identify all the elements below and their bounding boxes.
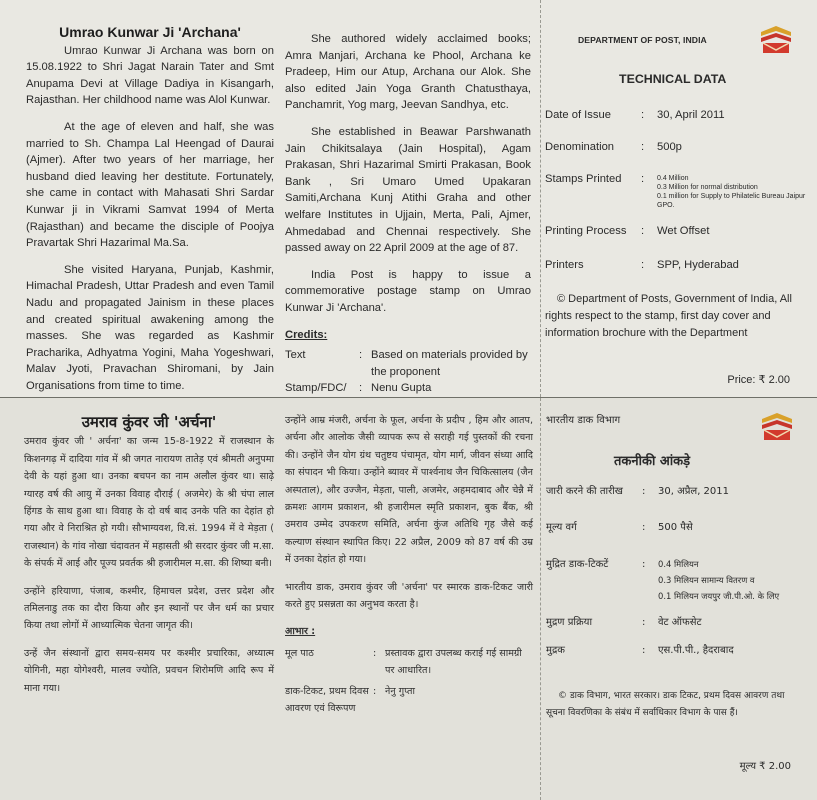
hindi-col2-paragraph: उन्होंने आम्र मंजरी, अर्चना के फूल, अर्चना के प्रदीप , हिम और आतप, अर्चना और आलोक जैसी व्यापक रूप से सराही गई पुस्तकों की रचना की। उन्होंने जैन योग ग्रंथ चतुष्टय पंचामृत, योग मार्ग, जीवन संध्या आदि का संपादन भी किया। उन्होंने ब्यावर में पार्श्वनाथ जैन चिकित्सालय (जैन अस्पताल), और उज्जैन, मेड़ता, पाली, अजमेर, अहमदाबाद और चेन्नै में क्रमशः आगम प्रकाशन, श्री हजारीमल स्मृति प्रकाशन, बुक बैंक, श्री उमराव उम्मेद उपकरण समिति, अर्चना कुंज अतिथि गृह जैसे कई कल्याण संस्थान स्थापित किए। 22 अप्रैल, 2009 को 87 वर्ष की उम्र में उनका देहांत हो गया। [285,415,533,566]
english-bio-title: Umrao Kunwar Ji 'Archana' [59,24,241,40]
english-col2-paragraph: India Post is happy to issue a commemorative postage stamp on Umrao Kunwar Ji 'Archana'. [285,268,531,314]
hindi-col1-paragraph: उन्होंने हरियाणा, पंजाब, कश्मीर, हिमाचल प्रदेश, उत्तर प्रदेश और तमिलनाडु तक का दौरा किया और इन स्थानों पर जैन धर्म का प्रचार किया तथा लोगों में आध्यात्मिक चेतना जागृत की। [24,585,274,632]
tech-value: एस.पी.पी., हैदराबाद [658,645,734,656]
hindi-bio-column-1 [24,414,274,707]
printed-line: 0.3 मिलियन सामान्य वितरण व [658,575,755,585]
english-technical-title: TECHNICAL DATA [619,72,727,86]
printed-line: 0.1 मिलियन जयपुर जी.पी.ओ. के लिए [658,591,780,601]
hindi-bio-title: उमराव कुंवर जी 'अर्चना' [81,413,217,431]
tech-label: मुद्रित डाक-टिकटें [546,559,609,570]
english-column-divider [540,0,542,397]
printed-line: 0.4 मिलियन [658,559,699,569]
tech-value: 500 पैसे [658,522,693,533]
india-post-logo-icon [759,24,793,54]
hindi-brochure [0,398,817,800]
english-col2-paragraph: She authored widely acclaimed books; Amra Manjari, Archana ke Phool, Archana ke Pradeep, Him our Atup, Archana our Alok. She also edited Jain Yoga Granth Chatusthaya, Panchamrit, Yog marg, Jeevan Sandhya, etc. [285,33,531,112]
hindi-price: मूल्य ₹ 2.00 [739,761,791,772]
hindi-credits-heading: आभार : [285,626,316,638]
english-credits-heading: Credits: [285,328,328,341]
hindi-col2-paragraph: भारतीय डाक, उमराव कुंवर जी 'अर्चना' पर स्मारक डाक-टिकट जारी करते हुए प्रसन्नता का अनुभव करता है। [285,581,533,611]
tech-label: मुद्रक [546,645,565,656]
tech-value: 500p [657,141,682,153]
tech-value: 30, April 2011 [657,109,725,121]
credit-text-label: Text [285,349,306,362]
hindi-col1-paragraph: उन्हें जैन संस्थानों द्वारा समय-समय पर कश्मीर प्रचारिका, अध्यात्म योगिनी, महा योगेश्वरी, मालव ज्योति, प्रवचन शिरोमणि आदि रूप में माना गया। [24,647,274,694]
english-department-name: DEPARTMENT OF POST, INDIA [578,35,707,45]
printed-line: 0.4 Million [657,175,689,182]
tech-value: 30, अप्रैल, 2011 [658,486,729,497]
hindi-credits-table [285,645,533,725]
credit-stamp-label: डाक-टिकट, प्रथम दिवस आवरण एवं विरूपण [285,685,369,715]
tech-colon: : [641,109,645,121]
credit-stamp-colon: : [359,382,363,395]
credit-text-colon: : [359,349,363,362]
tech-value: Wet Offset [657,225,710,237]
english-bio-column-1 [26,24,274,404]
hindi-department-name: भारतीय डाक विभाग [546,415,621,426]
english-col1-paragraph: She visited Haryana, Punjab, Kashmir, Himachal Pradesh, Uttar Pradesh and even Tamil Nadu and propagated Jainism in these places and created spiritual awakening among the masses. She was regarded as Kashmir Pracharika, Adhyatma Yogini, Maha Yogeshwari, Malav Jyoti, Pravachan Shiromani, by Jain Organisations from time to time. [26,263,274,392]
tech-value: वेट ऑफसेट [658,617,702,628]
credit-stamp-label: Stamp/FDC/ [285,382,347,395]
english-brochure [0,0,817,397]
english-technical-panel [545,0,807,397]
tech-colon: : [642,522,646,533]
tech-colon: : [641,225,645,237]
credit-stamp-colon: : [373,685,377,697]
tech-label: मूल्य वर्ग [546,522,577,533]
credit-stamp-value: Nenu Gupta [371,382,432,395]
stamps-printed-breakdown [658,556,808,604]
tech-label: Stamps Printed [545,173,622,185]
english-copyright-note: © Department of Posts, Government of India, All rights respect to the stamp, first day cover and information brochure with the Department [545,293,792,339]
credit-stamp-value: नेनु गुप्ता [385,685,416,697]
hindi-technical-title: तकनीकी आंकड़े [614,454,691,469]
hindi-technical-panel [546,398,808,800]
credit-text-colon: : [373,647,377,659]
tech-label: Printing Process [545,225,627,237]
hindi-bio-column-2 [285,412,533,725]
tech-label: Date of Issue [545,109,611,121]
printed-line: 0.1 million for Supply to Philatelic Bureau Jaipur GPO. [657,193,806,209]
stamps-printed-breakdown [657,174,807,210]
printed-line: 0.3 Million for normal distribution [657,184,758,191]
tech-colon: : [642,559,646,570]
credit-text-value: Based on materials provided by the proponent [371,349,528,378]
english-col1-paragraph: At the age of eleven and half, she was married to Sh. Champa Lal Heengad of Daurai (Ajmer). After two years of her marriage, her husband died leaving her destitute. Fortunately, she came in contact with Mahasati Shri Sardar Kunwar ji in Vikrami Samvat 1994 of Merta (Rajasthan) and became the disciple of Poojya Pravartak Shri Hazarimal Ma.Sa. [26,120,274,250]
hindi-column-divider [540,398,542,800]
tech-colon: : [642,617,646,628]
tech-colon: : [641,173,645,185]
credit-text-value: प्रस्तावक द्वारा उपलब्ध कराई गई सामग्री पर आधारित। [385,647,522,677]
tech-colon: : [642,486,646,497]
tech-label: Denomination [545,141,615,153]
tech-colon: : [642,645,646,656]
tech-colon: : [641,259,645,271]
english-col2-paragraph: She established in Beawar Parshwanath Jain Chikitsalaya (Jain Hospital), Agam Prakasan, Shri Hazarimal Smirti Prakasan, Book Bank , Sri Umaro Umed Upakaran Samiti,Archana Kunj Atithi Graha and other welfare Institutes in Ujjain, Merta, Pali, Ajmer, Ahmedabad and Chennai respectively. She passed away on 22 April 2009 at the age of 87. [285,125,531,255]
hindi-col1-paragraph: उमराव कुंवर जी ' अर्चना' का जन्म 15-8-1922 में राजस्थान के किशनगढ़ में दादिया गांव में श्री जगत नारायण तातेड़ एवं श्रीमती अनुपमा देवी के यहां हुआ था। उनका बचपन का नाम अलौल कुंवर था। साढ़े ग्यारह वर्ष की आयु में उनका विवाह दौराई ( अजमेर) के श्री चंपा लाल हिंगड के साथ हुआ था। विवाह के दो वर्ष बाद उनके पति का देहांत हो गया और वे निराश्रित हो गयी। सौभाग्यवश, वि.सं. 1994 में वे मेड़ता ( राजस्थान) के गांव नोखा चंदावतन में महासती श्री सरदार कुंवर जी म.सा. के संपर्क में आई और पूज्य प्रवर्तक श्री हजारीमल म.सा. की शिष्या बनी। [24,436,274,570]
english-price: Price: ₹ 2.00 [727,374,790,386]
english-col1-paragraph: Umrao Kunwar Ji Archana was born on 15.08.1922 to Shri Jagat Narain Tater and Smt Anupama Devi at Village Dadiya in Kisangarh, Rajasthan. Her childhood name was Alol Kunwar. [26,44,274,107]
india-post-logo-icon [760,411,794,441]
tech-label: Printers [545,259,584,271]
tech-label: मुद्रण प्रक्रिया [546,617,593,628]
tech-colon: : [641,141,645,153]
english-bio-column-2 [285,31,531,417]
tech-value: SPP, Hyderabad [657,259,739,271]
hindi-copyright-note: © डाक विभाग, भारत सरकार। डाक टिकट, प्रथम दिवस आवरण तथा सूचना विवरणिका के संबंध में सर्वाधिकार विभाग के पास हैं। [546,691,785,718]
tech-label: जारी करने की तारीख [546,486,623,497]
credit-text-label: मूल पाठ [285,647,314,659]
